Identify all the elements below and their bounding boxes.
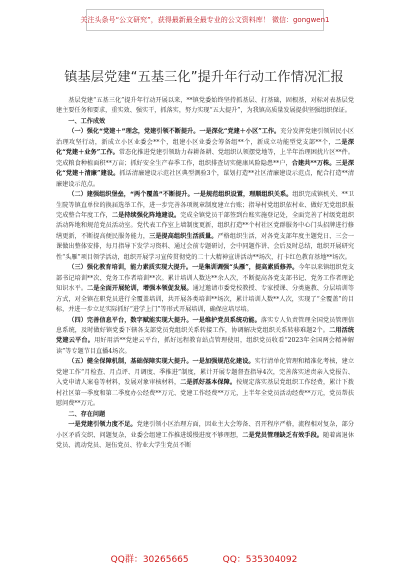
bold-point: 一是集训调强“头雁”，提高素质修养。 xyxy=(192,264,299,272)
paragraph-text: 严格组织生活，对各党支部年度主题党日、三会一课做出整体安排，每月指导下发学习资料、通过会前专题研讨，会中同题作讲、会后及时总结，组织开展研究性“头雁”项目领学活动，组织开展学习宣传贯彻党的二十大精神宣讲活动**场次，打卡红色教育基地**场次。 xyxy=(56,232,354,261)
bold-point: 一是维护党员系统功能。 xyxy=(192,316,261,324)
paragraph-party-building xyxy=(56,127,354,190)
bold-point: 一是规范组织设置，理顺组织关系。 xyxy=(193,191,293,199)
paragraph-digital xyxy=(56,316,354,358)
paragraph-lead: （三）强化教育培训，能力素质实现大提升。 xyxy=(68,264,193,272)
top-banner: 关注头条号“公文研究”，获得最新最全最专业的公文资料库！ 微信：gongwen1 xyxy=(86,9,324,31)
paragraph-lead: （一）强化“党建＋”理念，党建引领不断提升。 xyxy=(68,128,200,136)
paragraph-text: 党建引领小区治理方面，因业主大会筹备、召开程序严格，流程相对复杂，部分小区矛盾交织、问题复杂，业委会组建工作推进缓慢进度不够理想， xyxy=(56,421,354,439)
bold-point: 二是持续强化阵地建设。 xyxy=(111,211,181,219)
paragraph-lead: （二）建强组织堡垒，“两个覆盖”不断提升。 xyxy=(68,191,194,199)
paragraph-text: 通过邀请市委党校教授、专家授课、分类施教、分层培训等方式，对全镇在职党员进行全覆盖培训，共开展各类培训**场次，累计培训人数**人次，实现了“全覆盖”的目标，并进一步立足实际抓好“进学上门”等形式开展培训，确保应培尽培。 xyxy=(56,285,354,314)
bold-point: 一是深化“党建＋小区”工作。 xyxy=(199,128,281,136)
paragraph-lead: （五）健全保障机制，基础保障实现大提升。 xyxy=(68,358,193,366)
paragraph-text: 落实专人负责管理全国党员管理信息系统，及时做好镇党委下辖各支部党员党组织关系转接工作，协调解决党组织关系转移难题2个。 xyxy=(56,316,354,334)
paragraph-text: 按规定落实基层党组织工作经费，累计下拨村社区第一季度和第二季度办公经费**万元、党建工作经费**万元，上半年全党员活动经费**万元，党员帮扶慰问费**万元。 xyxy=(56,379,354,408)
paragraph-text: 实行清单化管理和精准化考核，建立党建工作“月检查、月点评、月调度、季推进”制度，累计开展专题督查指导4次，完善落实述责亲入党报告、入党申请人案卷等材料，发展对象审核材料， xyxy=(56,358,354,387)
bold-point: 三是提高组织生活质量。 xyxy=(149,232,218,240)
bold-point: 二是全面开展轮训，增强本领促发展。 xyxy=(87,285,193,293)
paragraph-text: 组织完成镇机关、**卫生院等镇直单位的换届选举工作，进一步完善各项规章制度建立台账；指导村党组织依村业、做好无党组织报完成整合年度工作， xyxy=(56,191,354,219)
section-heading-problems: 二、存在问题 xyxy=(68,410,106,418)
bold-point: 合建共**万株。三是深化“党建＋清廉”建设。 xyxy=(56,159,354,178)
paragraph-problems xyxy=(56,420,354,451)
bold-point: 二是抓好基本保障。 xyxy=(180,379,237,387)
bold-point: 一是党建引领力度不足。 xyxy=(68,421,137,429)
section-heading-achievements: 一、工作成效 xyxy=(68,117,106,125)
paragraph-text: 今年以来镇组织党支部书记培训**次、党务工作者培训**次。累计培训人数达**余人次，不断提高各党支部书记、党务工作者理论知识水平。 xyxy=(56,264,354,293)
paragraph-organization xyxy=(56,190,354,263)
qq-contact-text: QQ：535304092 xyxy=(222,554,298,565)
paragraph-text: 完成全镇党员干部签到台账实施登记处，全面完善了村级党组织活动阵地和规范党员活动室。党代表工作室上墙制度更新，组织打造**个村社区党群服务中心门头招牌进行修缮更新，不断提高便民服务能力， xyxy=(56,211,354,240)
paragraph-text: 抓话清廉建设示范社区典型测验3个，谋划打造**社区清廉建设示范点，配合打造**清廉建设示范点。 xyxy=(56,170,354,188)
paragraph-text: 用好用活**党建云平台，抓好远程教育站点管理使用，组织党员收看“2023年全国两会精神解读”等专题节目直播4场次。 xyxy=(56,337,354,355)
qq-group-text: QQ群：30265665 xyxy=(110,554,189,565)
page-title: 镇基层党建“五基三化”提升年行动工作情况汇报 xyxy=(64,70,344,85)
paragraph-text: 常态化推进党建引领助力春耕备耕、党组织认领摆党地等，上半年治理困扰片区**件。完成粮食种植面积**万亩；抓好安全生产春季工作，组织排查切实健康风险隐患**户， xyxy=(56,149,354,167)
bold-point: 二是党员管理缺乏有效手段。 xyxy=(242,431,323,439)
paragraph-training xyxy=(56,263,354,315)
paragraph-lead: （四）完善信息平台，数字赋能实现大提升。 xyxy=(68,316,193,324)
document-body xyxy=(56,96,354,451)
bold-point: 一是加强规范化建设。 xyxy=(192,358,255,366)
bold-point: 二是深化“党建＋业务”工作。 xyxy=(56,138,354,157)
paragraph-text: 充分发挥党建引领居民小区治理攻坚行动，新成立小区业委会**个，组建小区业委会筹备组**个，新成立功能型党支部**个， xyxy=(56,128,354,146)
paragraph-guarantee xyxy=(56,357,354,409)
footer-contact-bar xyxy=(0,549,408,567)
bold-point: 二用活统党建云平台。 xyxy=(56,326,354,345)
intro-paragraph: 基层党建“五基三化”提升年行动开展以来，**镇党委始终坚持抓基层、打基础，固根基，对标对表基层党建主要任务和要求，重实效、强实干，抓落实，努力实现“五大提升”，为我镇高质量发展提供坚强组织保证。 xyxy=(56,97,354,115)
paragraph-text: 随着离退休党员、流动党员、退伍党员、待业大学生党员不断 xyxy=(56,431,354,449)
